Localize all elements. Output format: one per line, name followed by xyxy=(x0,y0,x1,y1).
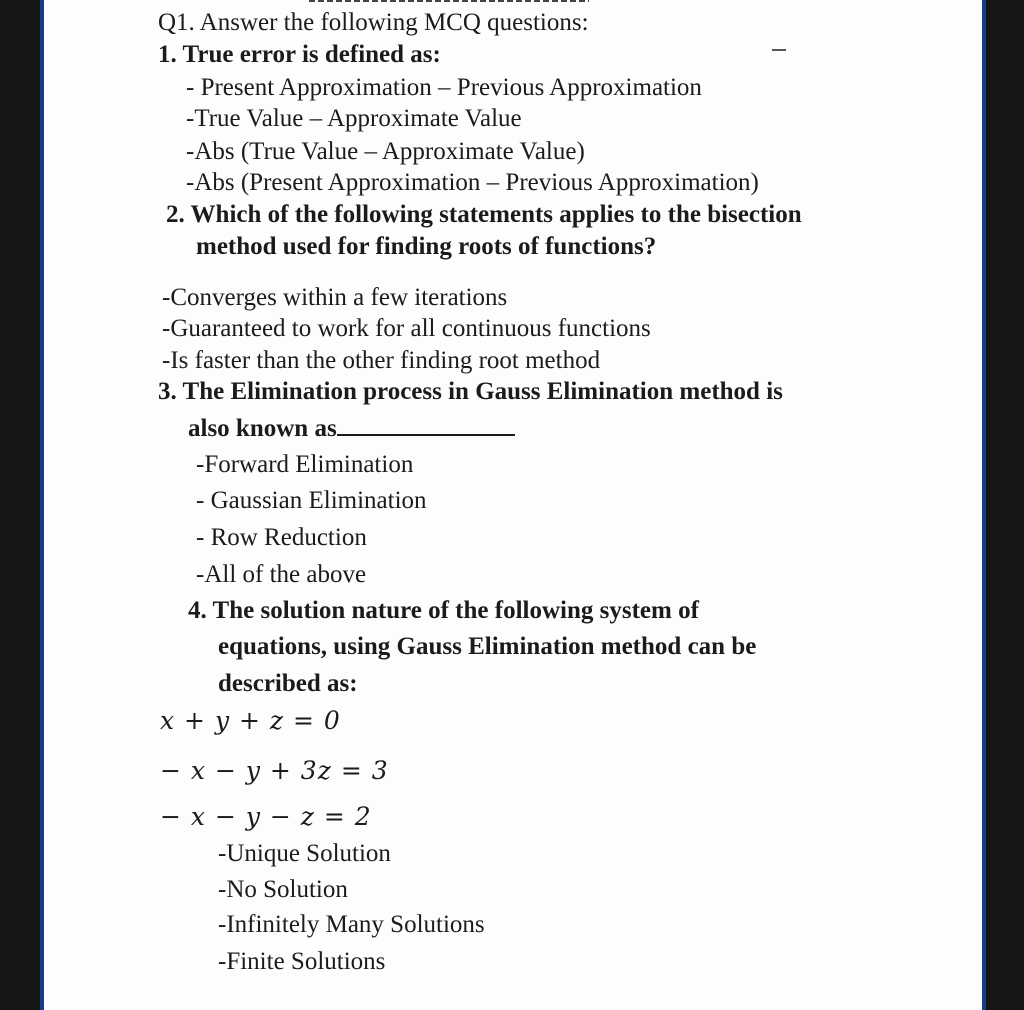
question-4-option-c: -Infinitely Many Solutions xyxy=(218,911,485,938)
question-3-option-c: - Row Reduction xyxy=(196,524,367,551)
question-3-stem-text: also known as xyxy=(188,415,337,442)
equation-3: − x − y − z = 2 xyxy=(160,802,372,831)
question-2-stem-line-1: 2. Which of the following statements applies to the bisection xyxy=(166,201,802,228)
question-1-stem: 1. True error is defined as: xyxy=(158,41,441,68)
answer-blank xyxy=(337,414,515,436)
equation-2: − x − y + 3z = 3 xyxy=(160,756,389,785)
question-4-stem-line-3: described as: xyxy=(218,670,358,697)
question-1-option-a: - Present Approximation – Previous Approximation xyxy=(186,74,702,101)
question-3-stem-line-1: 3. The Elimination process in Gauss Elimination method is xyxy=(158,378,783,405)
question-4-option-b: -No Solution xyxy=(218,876,348,903)
equation-1: x + y + z = 0 xyxy=(160,706,341,735)
question-4-stem-line-2: equations, using Gauss Elimination method can be xyxy=(218,633,757,660)
question-3-option-d: -All of the above xyxy=(196,561,367,588)
question-3-stem-line-2 xyxy=(188,414,515,444)
question-2-option-b: -Guaranteed to work for all continuous functions xyxy=(162,315,651,342)
question-2-option-a: -Converges within a few iterations xyxy=(162,284,508,311)
question-4-stem-line-1: 4. The solution nature of the following system of xyxy=(188,597,699,624)
question-3-option-a: -Forward Elimination xyxy=(196,451,414,478)
question-1-option-c: -Abs (True Value – Approximate Value) xyxy=(186,138,585,165)
question-1-option-d: -Abs (Present Approximation – Previous Approximation) xyxy=(186,169,759,196)
question-1-option-b: -True Value – Approximate Value xyxy=(186,105,522,132)
question-2-option-c: -Is faster than the other finding root method xyxy=(162,347,601,374)
question-4-option-d: -Finite Solutions xyxy=(218,948,386,975)
cropped-header-text xyxy=(309,0,589,2)
question-3-option-b: - Gaussian Elimination xyxy=(196,487,427,514)
question-4-option-a: -Unique Solution xyxy=(218,840,391,867)
page-title: Q1. Answer the following MCQ questions: xyxy=(158,9,589,36)
document-page xyxy=(40,0,986,1010)
stray-mark xyxy=(772,49,786,51)
question-2-stem-line-2: method used for finding roots of functions? xyxy=(196,233,657,260)
